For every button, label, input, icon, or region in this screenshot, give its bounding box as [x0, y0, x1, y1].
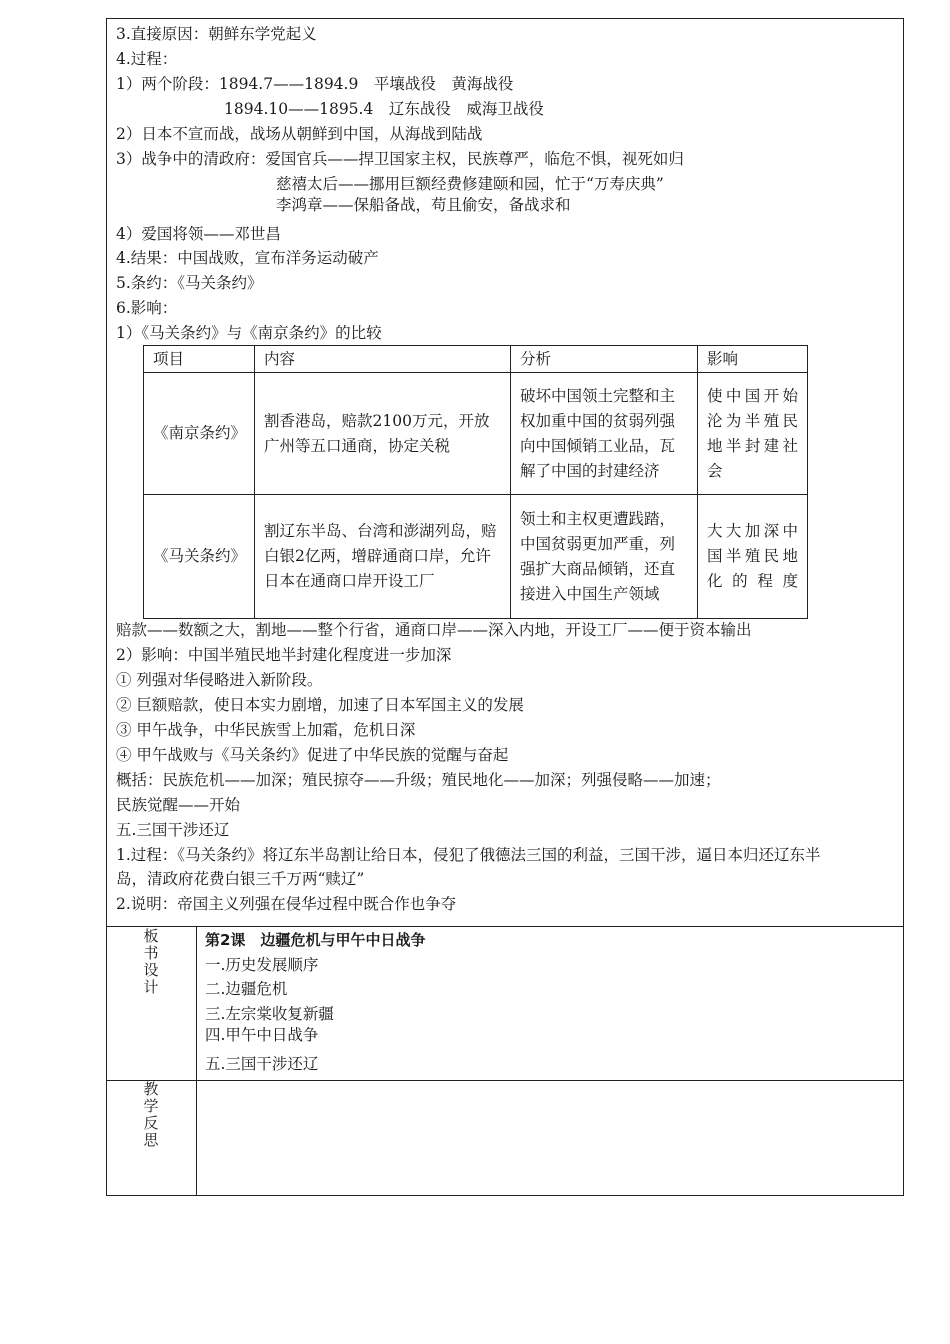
board-item-5: 五.三国干涉还辽	[205, 1055, 319, 1073]
patriotic-general-line: 4）爱国将领——邓世昌	[116, 225, 281, 243]
indemnity-summary-line: 赔款——数额之大，割地——整个行省，通商口岸——深入内地，开设工厂——便于资本输出	[116, 621, 752, 639]
reflection-section-divider	[106, 1080, 904, 1081]
impact-item-2: ② 巨额赔款，使日本实力剧增，加速了日本军国主义的发展	[116, 696, 524, 714]
treaty-content-cell: 割辽东半岛、台湾和澎湖列岛，赔白银2亿两，增辟通商口岸，允许日本在通商口岸开设工厂	[255, 495, 511, 619]
result-line: 4.结果：中国战败，宣布洋务运动破产	[116, 249, 379, 267]
summary-line: 概括：民族危机——加深；殖民掠夺——升级；殖民地化——加深；列强侵略——加速；	[116, 771, 721, 789]
board-title: 第2课 边疆危机与甲午中日战争	[205, 931, 426, 949]
direct-cause-line: 3.直接原因：朝鲜东学党起义	[116, 25, 317, 43]
treaty-name-cell: 《马关条约》	[144, 495, 255, 619]
header-analysis: 分析	[511, 346, 698, 373]
impact-item-1: ① 列强对华侵略进入新阶段。	[116, 671, 323, 689]
treaty-analysis-cell: 领土和主权更遭践踏，中国贫弱更加严重，列强扩大商品倾销，还直接进入中国生产领域	[511, 495, 698, 619]
table-row	[144, 373, 808, 495]
summary-line-2: 民族觉醒——开始	[116, 796, 241, 814]
board-design-label: 板书设计	[143, 927, 159, 996]
comparison-heading: 1）《马关条约》与《南京条约》的比较	[116, 324, 382, 342]
intervention-process-line-2: 岛，清政府花费白银三千万两“赎辽”	[116, 870, 365, 888]
table-row	[144, 495, 808, 619]
cixi-line: 慈禧太后——挪用巨额经费修建颐和园，忙于“万寿庆典”	[276, 175, 664, 193]
influence-heading: 6.影响：	[116, 299, 178, 317]
header-impact: 影响	[698, 346, 808, 373]
treaty-comparison-table	[143, 345, 808, 619]
stages-line-2: 1894.10——1895.4 辽东战役 威海卫战役	[224, 100, 544, 118]
stages-line: 1）两个阶段：1894.7——1894.9 平壤战役 黄海战役	[116, 75, 514, 93]
treaty-content-cell: 割香港岛，赔款2100万元，开放广州等五口通商，协定关税	[255, 373, 511, 495]
treaty-analysis-cell: 破坏中国领土完整和主权加重中国的贫弱列强向中国倾销工业品，瓦解了中国的封建经济	[511, 373, 698, 495]
board-item-1: 一.历史发展顺序	[205, 956, 319, 974]
label-column-divider	[196, 926, 197, 1196]
process-heading: 4.过程：	[116, 50, 178, 68]
intervention-note-line: 2.说明：帝国主义列强在侵华过程中既合作也争夺	[116, 895, 457, 913]
war-nature-line: 2）日本不宣而战，战场从朝鲜到中国，从海战到陆战	[116, 125, 483, 143]
header-content: 内容	[255, 346, 511, 373]
impact-line: 2）影响：中国半殖民地半封建化程度进一步加深	[116, 646, 452, 664]
li-hongzhang-line: 李鸿章——保船备战，苟且偷安，备战求和	[276, 196, 571, 214]
treaty-impact-cell: 使中国开始沦为半殖民地半封建社会	[698, 373, 808, 495]
treaty-line: 5.条约：《马关条约》	[116, 274, 263, 292]
table-header-row	[144, 346, 808, 373]
intervention-process-line: 1.过程：《马关条约》将辽东半岛割让给日本，侵犯了俄德法三国的利益，三国干涉，逼日本归还辽东半	[116, 846, 821, 864]
impact-item-4: ④ 甲午战败与《马关条约》促进了中华民族的觉醒与奋起	[116, 746, 509, 764]
board-item-2: 二.边疆危机	[205, 980, 288, 998]
board-item-3: 三.左宗棠收复新疆	[205, 1005, 334, 1023]
treaty-name-cell: 《南京条约》	[144, 373, 255, 495]
triple-intervention-heading: 五.三国干涉还辽	[116, 821, 230, 839]
impact-item-3: ③ 甲午战争，中华民族雪上加霜，危机日深	[116, 721, 416, 739]
teaching-reflection-label: 教学反思	[143, 1080, 159, 1149]
treaty-impact-cell: 大大加深中国半殖民地化的程度	[698, 495, 808, 619]
board-item-4: 四.甲午中日战争	[205, 1026, 319, 1044]
header-item: 项目	[144, 346, 255, 373]
qing-government-line: 3）战争中的清政府：爱国官兵——捍卫国家主权，民族尊严，临危不惧，视死如归	[116, 150, 684, 168]
board-section-divider	[106, 926, 904, 927]
